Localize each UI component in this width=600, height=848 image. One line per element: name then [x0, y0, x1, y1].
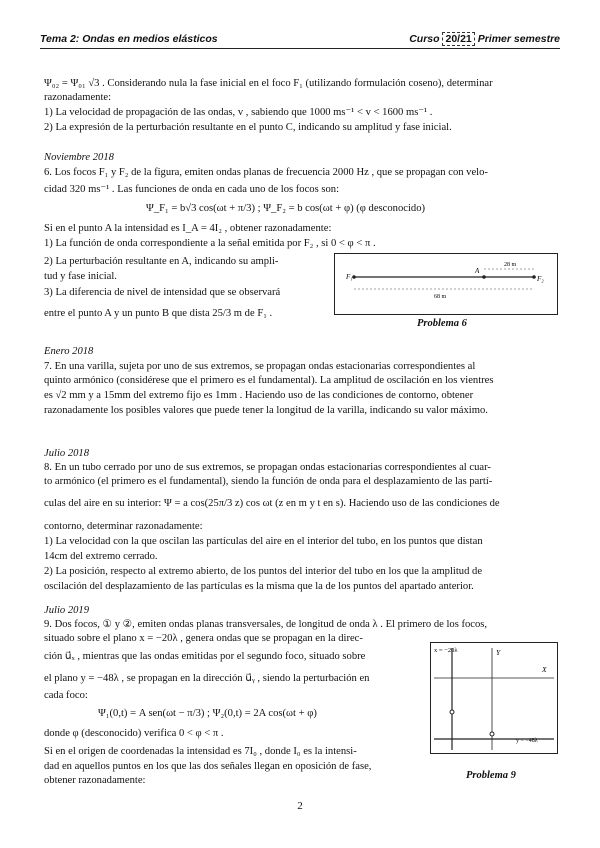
header-year: 20/21 [442, 32, 474, 46]
header-course [409, 33, 560, 45]
figure6-a-point [482, 275, 486, 279]
figure-problem-6 [334, 253, 558, 315]
figure9-focus-2 [490, 732, 494, 736]
text-line: 1) La velocidad con la que oscilan las partículas del aire en el interior del tubo, en los puntos que distan [44, 536, 483, 547]
text-line: el plano y = −48λ , se propagan en la dirección u⃗ᵧ , siendo la perturbación en [44, 673, 370, 684]
figure9-label-plane-x: x = −20λ [434, 647, 458, 654]
text-line: razonadamente: [44, 92, 112, 103]
text-line: 2) La perturbación resultante en A, indicando su ampli- [44, 256, 279, 267]
text-line: cada foco: [44, 690, 88, 701]
text-line: entre el punto A y un punto B que dista 25/3 m de F₁ . [44, 308, 273, 319]
section-heading: Noviembre 2018 [44, 152, 114, 163]
text-line: dad en aquellos puntos en los que las dos señales llegan en oposición de fase, [44, 761, 372, 772]
text-line: Si en el punto A la intensidad es I_A = 4I₂ , obtener razonadamente: [44, 223, 332, 234]
text-line: razonadamente los posibles valores que puede tener la longitud de la varilla, indicando su valor máximo. [44, 405, 488, 416]
section-heading: Enero 2018 [44, 346, 94, 357]
figure9-label-y: Y [496, 648, 501, 657]
text-line: tud y fase inicial. [44, 271, 117, 282]
equation-line: Ψ₁(0,t) = A sen(ωt − π/3) ; Ψ₂(0,t) = 2A cos(ωt + φ) [98, 708, 317, 719]
text-line: cidad 320 ms⁻¹ . Las funciones de onda en cada uno de los focos son: [44, 184, 340, 195]
text-line: 2) La expresión de la perturbación resultante en el punto C, indicando su amplitud y fase inicial. [44, 122, 452, 133]
text-line: Si en el origen de coordenadas la intensidad es 7I₀ , donde I₀ es la intensi- [44, 746, 357, 757]
text-line: es √2 mm y a 15mm del extremo fijo es 1mm . Haciendo uso de las condiciones de contorno, obtener [44, 390, 474, 401]
text-line: Ψ₀₂ = Ψ₀₁ √3 . Considerando nula la fase inicial en el foco F₁ (utilizando formulación coseno), determinar [44, 78, 493, 89]
problem-9-statement: 9. Dos focos, ① y ②, emiten ondas planas transversales, de longitud de onda λ . El primero de los focos, [44, 619, 488, 630]
problem-8-statement: 8. En un tubo cerrado por uno de sus extremos, se propagan ondas estacionarias correspondientes al cuar- [44, 462, 491, 473]
figure6-label-a: A [475, 267, 480, 275]
text-line: quinto armónico (considérese que el primero es el fundamental). La amplitud de oscilación en los vientres [44, 375, 494, 386]
text-line: situado sobre el plano x = −20λ , genera ondas que se propagan en la direc- [44, 633, 363, 644]
equation-line: Ψ_F₁ = b√3 cos(ωt + π/3) ; Ψ_F₂ = b cos(ωt + φ) (φ desconocido) [146, 203, 426, 214]
text-line: to armónico (el primero es el fundamental), siendo la función de onda para el desplazamiento de las partí- [44, 476, 493, 487]
text-line: 1) La función de onda correspondiente a la señal emitida por F₂ , si 0 < φ < π . [44, 238, 376, 249]
text-line: 3) La diferencia de nivel de intensidad que se observará [44, 287, 281, 298]
figure9-label-plane-y: y = −48λ [516, 738, 538, 744]
text-line: 2) La posición, respecto al extremo abierto, de los puntos del interior del tubo en los que la amplitud de [44, 566, 483, 577]
header-course-suffix: Primer semestre [477, 33, 560, 45]
text-line: obtener razonadamente: [44, 775, 146, 786]
figure9-focus-1 [450, 710, 454, 714]
text-line: oscilación del desplazamiento de las partículas es la misma que la de los puntos del apartado anterior. [44, 581, 474, 592]
figure6-label-f2: F₂ [537, 275, 544, 283]
problem-7-statement: 7. En una varilla, sujeta por uno de sus extremos, se propagan ondas estacionarias correspondientes al [44, 361, 476, 372]
text-line: 1) La velocidad de propagación de las ondas, v , sabiendo que 1000 ms⁻¹ < v < 1600 ms⁻¹ . [44, 107, 433, 118]
text-line: 14cm del extremo cerrado. [44, 551, 158, 562]
text-line: ción u⃗ₓ , mientras que las ondas emitidas por el segundo foco, situado sobre [44, 651, 366, 662]
page-number: 2 [297, 800, 303, 812]
header-title: Tema 2: Ondas en medios elásticos [40, 33, 218, 45]
figure9-label-x: X [542, 665, 547, 674]
section-heading: Julio 2018 [44, 448, 90, 459]
figure6-caption: Problema 6 [417, 318, 467, 329]
text-line: contorno, determinar razonadamente: [44, 521, 203, 532]
section-heading: Julio 2019 [44, 605, 90, 616]
figure6-dist-top: 28 m [504, 262, 517, 268]
problem-6-statement: 6. Los focos F₁ y F₂ de la figura, emiten ondas planas de frecuencia 2000 Hz , que se propagan con velo- [44, 167, 488, 178]
figure6-f1-point [352, 275, 356, 279]
figure9-caption: Problema 9 [466, 770, 516, 781]
text-line: culas del aire en su interior: Ψ = a cos(25π/3 z) cos ωt (z en m y t en s). Haciendo uso de las condiciones de [44, 498, 500, 509]
figure-problem-9 [430, 642, 558, 754]
figure6-f2-point [532, 275, 536, 279]
figure6-label-f1: F₁ [346, 273, 353, 281]
figure6-dist-bottom: 68 m [434, 294, 447, 300]
header-course-prefix: Curso [409, 33, 440, 45]
page-header [40, 30, 560, 49]
text-line: donde φ (desconocido) verifica 0 < φ < π . [44, 728, 224, 739]
